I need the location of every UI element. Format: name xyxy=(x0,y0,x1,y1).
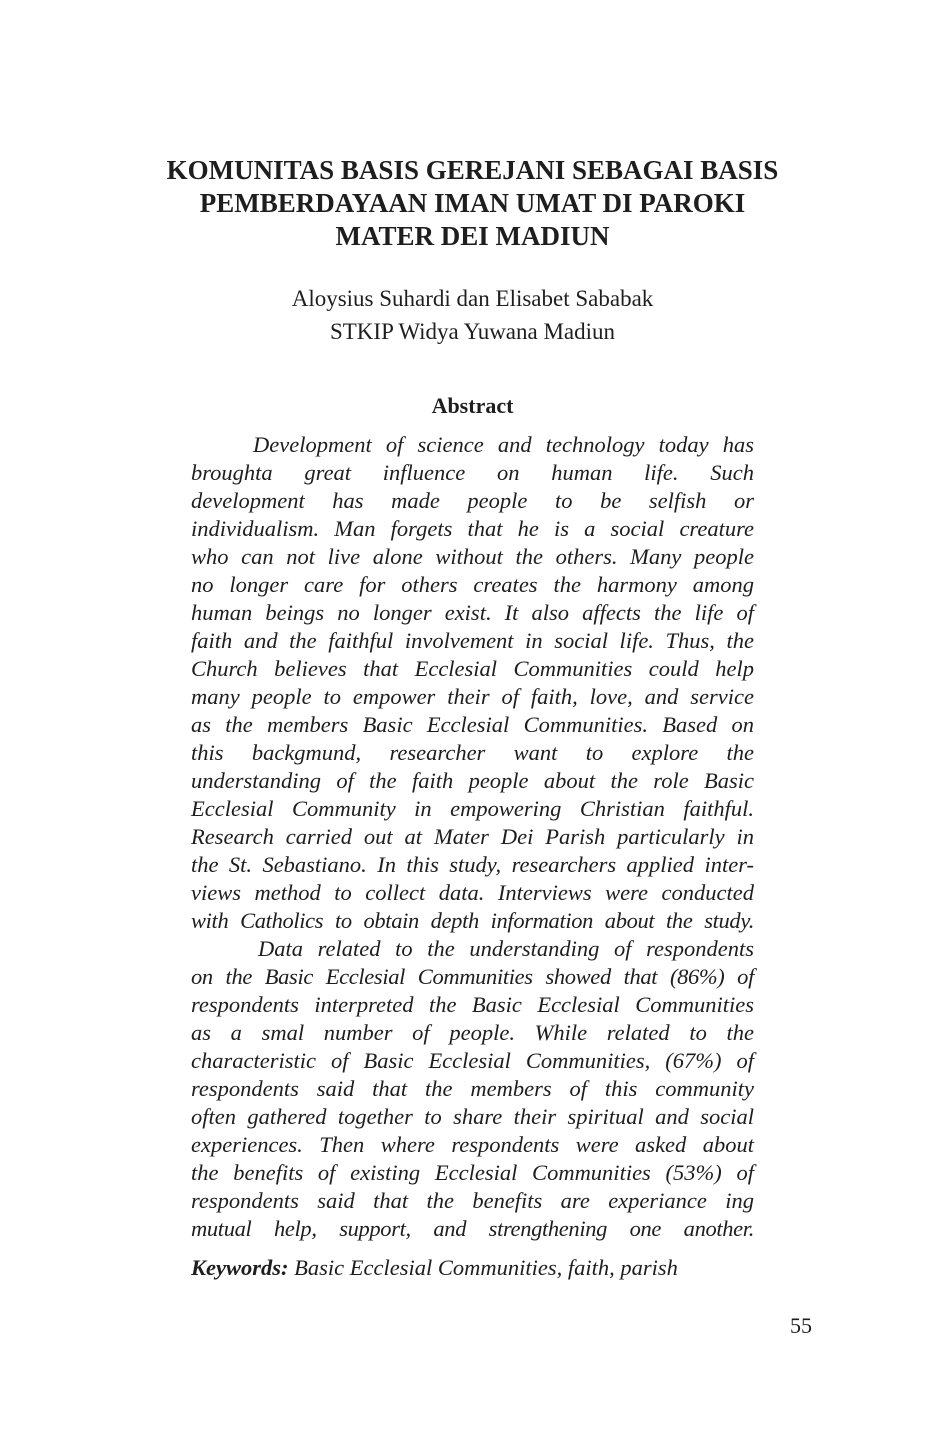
keywords-text: Basic Ecclesial Communities, faith, parish xyxy=(288,1255,678,1280)
abstract-line: Ecclesial Community in empowering Christian faithful. xyxy=(191,796,754,821)
author-affiliation: STKIP Widya Yuwana Madiun xyxy=(329,319,616,344)
abstract-line: on the Basic Ecclesial Communities showed that (86%) of xyxy=(191,964,754,989)
abstract-line: respondents said that the benefits are experiance ing xyxy=(191,1188,754,1213)
abstract-line: as the members Basic Ecclesial Communities. Based on xyxy=(191,712,754,737)
abstract-line: respondents interpreted the Basic Ecclesial Communities xyxy=(191,992,754,1017)
page-number: 55 xyxy=(790,1313,812,1338)
title-line: KOMUNITAS BASIS GEREJANI SEBAGAI BASIS xyxy=(166,155,779,185)
author-names: Aloysius Suhardi dan Elisabet Sababak xyxy=(291,286,654,311)
abstract-line: no longer care for others creates the harmony among xyxy=(191,572,754,597)
abstract-line: views method to collect data. Interviews were conducted xyxy=(191,880,754,905)
abstract-line: understanding of the faith people about the role Basic xyxy=(191,768,754,793)
abstract-line: with Catholics to obtain depth information about the study. xyxy=(191,908,754,933)
abstract-line: Church believes that Ecclesial Communities could help xyxy=(191,656,754,681)
title-line: PEMBERDAYAAN IMAN UMAT DI PAROKI xyxy=(199,188,746,218)
abstract-line: this backgmund, researcher want to explore the xyxy=(191,740,754,765)
abstract-line: experiences. Then where respondents were asked about xyxy=(191,1132,754,1157)
abstract-line: the St. Sebastiano. In this study, researchers applied inter- xyxy=(191,852,754,877)
paper-title xyxy=(60,154,885,253)
abstract-line: Development of science and technology today has xyxy=(253,432,754,457)
abstract-line: human beings no longer exist. It also affects the life of xyxy=(191,600,754,625)
abstract-line: broughta great influence on human life. Such xyxy=(191,460,754,485)
abstract-line: many people to empower their of faith, love, and service xyxy=(191,684,754,709)
abstract-line: faith and the faithful involvement in social life. Thus, the xyxy=(191,628,754,653)
abstract-line: Research carried out at Mater Dei Parish particularly in xyxy=(191,824,754,849)
abstract-line: the benefits of existing Ecclesial Communities (53%) of xyxy=(191,1160,754,1185)
abstract-line: individualism. Man forgets that he is a social creature xyxy=(191,516,754,541)
abstract-line: Data related to the understanding of respondents xyxy=(258,936,754,961)
author-block xyxy=(60,282,885,348)
abstract-body xyxy=(191,431,754,1243)
abstract-heading: Abstract xyxy=(431,393,514,418)
abstract-line: development has made people to be selfish or xyxy=(191,488,754,513)
abstract-line: often gathered together to share their spiritual and social xyxy=(191,1104,754,1129)
abstract-line: as a smal number of people. While related to the xyxy=(191,1020,754,1045)
abstract-line: respondents said that the members of this community xyxy=(191,1076,754,1101)
keywords-label: Keywords: xyxy=(191,1255,289,1280)
abstract-line: characteristic of Basic Ecclesial Communities, (67%) of xyxy=(191,1048,754,1073)
title-line: MATER DEI MADIUN xyxy=(335,221,610,251)
keywords-line xyxy=(191,1254,678,1282)
abstract-line: who can not live alone without the others. Many people xyxy=(191,544,754,569)
abstract-line: mutual help, support, and strengthening one another. xyxy=(191,1216,754,1241)
